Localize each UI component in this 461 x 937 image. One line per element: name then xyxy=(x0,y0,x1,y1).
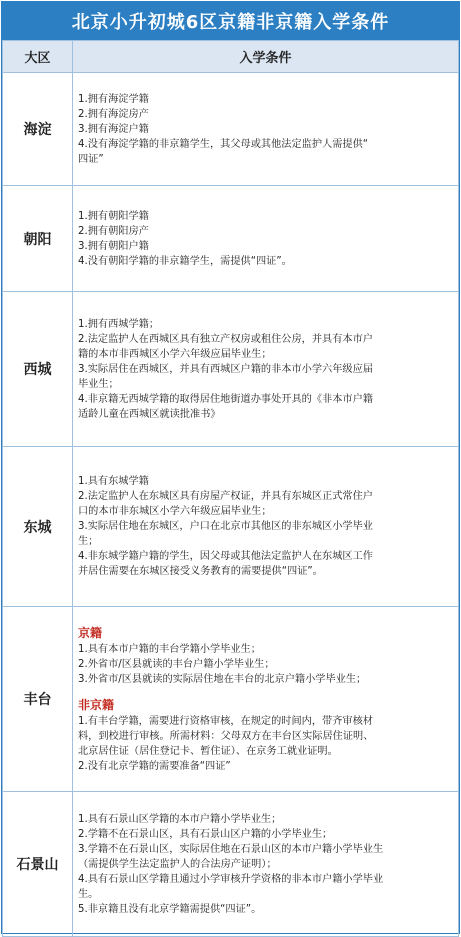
conditions-fengtai xyxy=(73,607,459,792)
admission-table xyxy=(2,40,459,937)
admission-table-card xyxy=(1,1,460,934)
condition-line: 籍的本市非西城区小学六年级应届毕业生； xyxy=(78,348,272,360)
condition-line: 2.学籍不在石景山区，具有石景山区户籍的小学毕业生； xyxy=(78,828,333,840)
condition-line: 生。 xyxy=(78,888,99,900)
condition-line: 5.非京籍且没有北京学籍需提供“四证”。 xyxy=(78,903,262,915)
header-conditions: 入学条件 xyxy=(73,41,459,73)
page-title: 北京小升初城6区京籍非京籍入学条件 xyxy=(2,2,459,40)
conditions-shijingshan xyxy=(73,792,459,937)
condition-line: 3.拥有朝阳户籍 xyxy=(78,240,149,252)
condition-line: 1.拥有朝阳学籍 xyxy=(78,210,149,222)
conditions-xicheng xyxy=(73,292,459,447)
condition-line: 生； xyxy=(78,536,99,547)
condition-line: 2.外省市/区县就读的丰台户籍小学毕业生； xyxy=(78,658,275,670)
condition-line: 1.具有本市户籍的丰台学籍小学毕业生； xyxy=(78,643,261,655)
region-haidian: 海淀 xyxy=(3,73,73,186)
conditions-dongcheng xyxy=(73,447,459,607)
table-row xyxy=(3,792,459,937)
condition-line: 3.实际居住在西城区，并具有西城区户籍的非本市小学六年级应届 xyxy=(78,363,373,375)
condition-line: 毕业生； xyxy=(78,378,119,390)
condition-line: 1.具有石景山区学籍的本市户籍小学毕业生； xyxy=(78,813,282,825)
condition-line: 4.没有朝阳学籍的非京籍学生，需提供“四证”。 xyxy=(78,255,292,267)
conditions-haidian xyxy=(73,73,459,186)
condition-line: 2.法定监护人在西城区具有独立产权房或租住公房，并具有本市户 xyxy=(78,333,373,345)
subheading-beijing-hukou: 京籍 xyxy=(78,625,103,640)
condition-line: （需提供学生法定监护人的合法房产证明）； xyxy=(78,858,277,870)
condition-line: 1.拥有西城学籍； xyxy=(78,318,160,330)
table-row xyxy=(3,447,459,607)
condition-line: 4.具有石景山区学籍且通过小学审核升学资格的非本市户籍小学毕业 xyxy=(78,873,384,885)
region-shijingshan: 石景山 xyxy=(3,792,73,937)
spacer xyxy=(78,687,452,697)
condition-line: 并居住需要在东城区接受义务教育的需要提供“四证”。 xyxy=(78,566,323,577)
condition-line: 1.有丰台学籍，需要进行资格审核，在规定的时间内，带齐审核材 xyxy=(78,715,373,727)
table-row xyxy=(3,292,459,447)
condition-line: 3.外省市/区县就读的实际居住地在丰台的北京户籍小学毕业生； xyxy=(78,673,367,685)
condition-line: 2.拥有朝阳房产 xyxy=(78,225,149,237)
condition-line: 1.具有东城学籍 xyxy=(78,476,149,487)
region-chaoyang: 朝阳 xyxy=(3,186,73,292)
condition-line: 3.实际居住地在东城区，户口在北京市其他区的非东城区小学毕业 xyxy=(78,521,373,532)
condition-line: 北京居住证（居住登记卡、暂住证）、在京务工就业证明。 xyxy=(78,745,338,757)
condition-line: 4.没有海淀学籍的非京籍学生，其父母或其他法定监护人需提供“ xyxy=(78,138,369,150)
region-xicheng: 西城 xyxy=(3,292,73,447)
table-header-row xyxy=(3,41,459,73)
table-row xyxy=(3,186,459,292)
condition-line: 2.法定监护人在东城区具有房屋产权证，并具有东城区正式常住户 xyxy=(78,491,373,502)
region-dongcheng: 东城 xyxy=(3,447,73,607)
condition-line: 4.非东城学籍户籍的学生，因父母或其他法定监护人在东城区工作 xyxy=(78,551,373,562)
condition-line: 料，到校进行审核。所需材料：父母双方在丰台区实际居住证明、 xyxy=(78,730,374,742)
condition-line: 适龄儿童在西城区就读批准书》 xyxy=(78,408,221,420)
conditions-chaoyang xyxy=(73,186,459,292)
condition-line: 2.没有北京学籍的需要准备“四证” xyxy=(78,760,231,772)
condition-line: 3.学籍不在石景山区，实际居住地在石景山区的本市户籍小学毕业生 xyxy=(78,843,384,855)
condition-line: 口的本市非东城区小学六年级应届毕业生； xyxy=(78,506,272,517)
subheading-non-beijing-hukou: 非京籍 xyxy=(78,697,115,712)
condition-line: 2.拥有海淀房产 xyxy=(78,108,149,120)
table-row xyxy=(3,73,459,186)
header-region: 大区 xyxy=(3,41,73,73)
condition-line: 3.拥有海淀户籍 xyxy=(78,123,149,135)
condition-line: 4.非京籍无西城学籍的取得居住地街道办事处开具的《非本市户籍 xyxy=(78,393,373,405)
table-row xyxy=(3,607,459,792)
region-fengtai: 丰台 xyxy=(3,607,73,792)
condition-line: 1.拥有海淀学籍 xyxy=(78,93,149,105)
condition-line: 四证” xyxy=(78,153,104,165)
